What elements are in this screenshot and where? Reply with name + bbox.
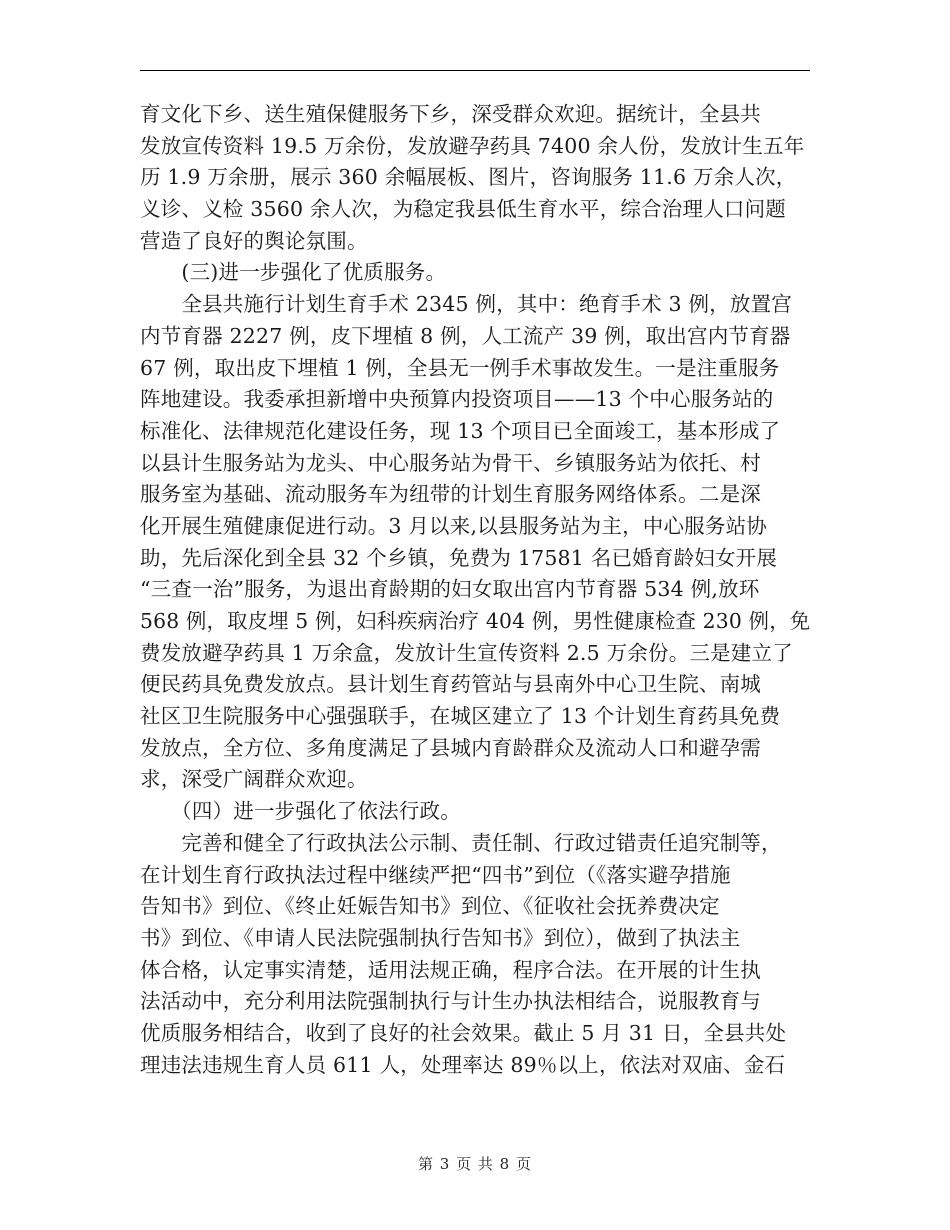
text-line: 营造了良好的舆论氛围。 bbox=[140, 228, 368, 253]
text-line: “三查一治”服务，为退出育龄期的妇女取出宫内节育器 534 例,放环 bbox=[140, 577, 760, 602]
text-line: 义诊、义检 3560 余人次，为稳定我县低生育水平，综合治理人口问题 bbox=[140, 197, 787, 222]
text-line: （四）进一步强化了依法行政。 bbox=[140, 799, 461, 824]
text-line: 完善和健全了行政执法公示制、责任制、行政过错责任追究制等， bbox=[140, 830, 782, 855]
text-line: 求，深受广阔群众欢迎。 bbox=[140, 767, 368, 792]
text-line: 在计划生育行政执法过程中继续严把“四书”到位（《落实避孕措施 bbox=[140, 862, 731, 887]
text-line: 费发放避孕药具 1 万余盒，发放计生宣传资料 2.5 万余份。三是建立了 bbox=[140, 640, 793, 665]
text-line: 社区卫生院服务中心强强联手，在城区建立了 13 个计划生育药具免费 bbox=[140, 704, 781, 729]
text-line: 理违法违规生育人员 611 人，处理率达 89％以上，依法对双庙、金石 bbox=[140, 1052, 786, 1077]
text-line: 内节育器 2227 例，皮下埋植 8 例，人工流产 39 例，取出宫内节育器 bbox=[140, 323, 791, 348]
text-line: 服务室为基础、流动服务车为纽带的计划生育服务网络体系。二是深 bbox=[140, 482, 761, 507]
text-line: 标准化、法律规范化建设任务，现 13 个项目已全面竣工，基本形成了 bbox=[140, 418, 781, 443]
text-line: 书》到位、《申请人民法院强制执行告知书》到位），做到了执法主 bbox=[140, 925, 741, 950]
text-line: 告知书》到位、《终止妊娠告知书》到位、《征收社会抚养费决定 bbox=[140, 894, 720, 919]
body-text bbox=[140, 99, 810, 1081]
text-line: 便民药具免费发放点。县计划生育药管站与县南外中心卫生院、南城 bbox=[140, 672, 761, 697]
text-line: 优质服务相结合，收到了良好的社会效果。截止 5 月 31 日，全县共处 bbox=[140, 1020, 787, 1045]
text-line: 法活动中，充分利用法院强制执行与计生办执法相结合，说服教育与 bbox=[140, 989, 761, 1014]
text-line: 67 例，取出皮下埋植 1 例，全县无一例手术事故发生。一是注重服务 bbox=[140, 355, 780, 380]
text-line: 发放点，全方位、多角度满足了县城内育龄群众及流动人口和避孕需 bbox=[140, 735, 761, 760]
text-line: 全县共施行计划生育手术 2345 例，其中：绝育手术 3 例，放置宫 bbox=[140, 292, 792, 317]
text-line: 发放宣传资料 19.5 万余份，发放避孕药具 7400 余人份，发放计生五年 bbox=[140, 133, 805, 158]
text-line: 化开展生殖健康促进行动。3 月以来,以县服务站为主，中心服务站协 bbox=[140, 513, 767, 538]
text-line: 阵地建设。我委承担新增中央预算内投资项目——13 个中心服务站的 bbox=[140, 387, 774, 412]
text-line: 体合格，认定事实清楚，适用法规正确，程序合法。在开展的计生执 bbox=[140, 957, 761, 982]
text-line: 助，先后深化到全县 32 个乡镇，免费为 17581 名已婚育龄妇女开展 bbox=[140, 545, 778, 570]
text-line: (三)进一步强化了优质服务。 bbox=[140, 260, 447, 285]
text-line: 历 1.9 万余册，展示 360 余幅展板、图片，咨询服务 11.6 万余人次， bbox=[140, 165, 797, 190]
page-footer: 第 3 页 共 8 页 bbox=[418, 1155, 532, 1173]
text-line: 568 例，取皮埋 5 例，妇科疾病治疗 404 例，男性健康检查 230 例，免 bbox=[140, 609, 811, 633]
text-line: 以县计生服务站为龙头、中心服务站为骨干、乡镇服务站为依托、村 bbox=[140, 450, 761, 475]
header-rule bbox=[140, 70, 810, 71]
text-line: 育文化下乡、送生殖保健服务下乡，深受群众欢迎。据统计，全县共 bbox=[140, 102, 761, 126]
